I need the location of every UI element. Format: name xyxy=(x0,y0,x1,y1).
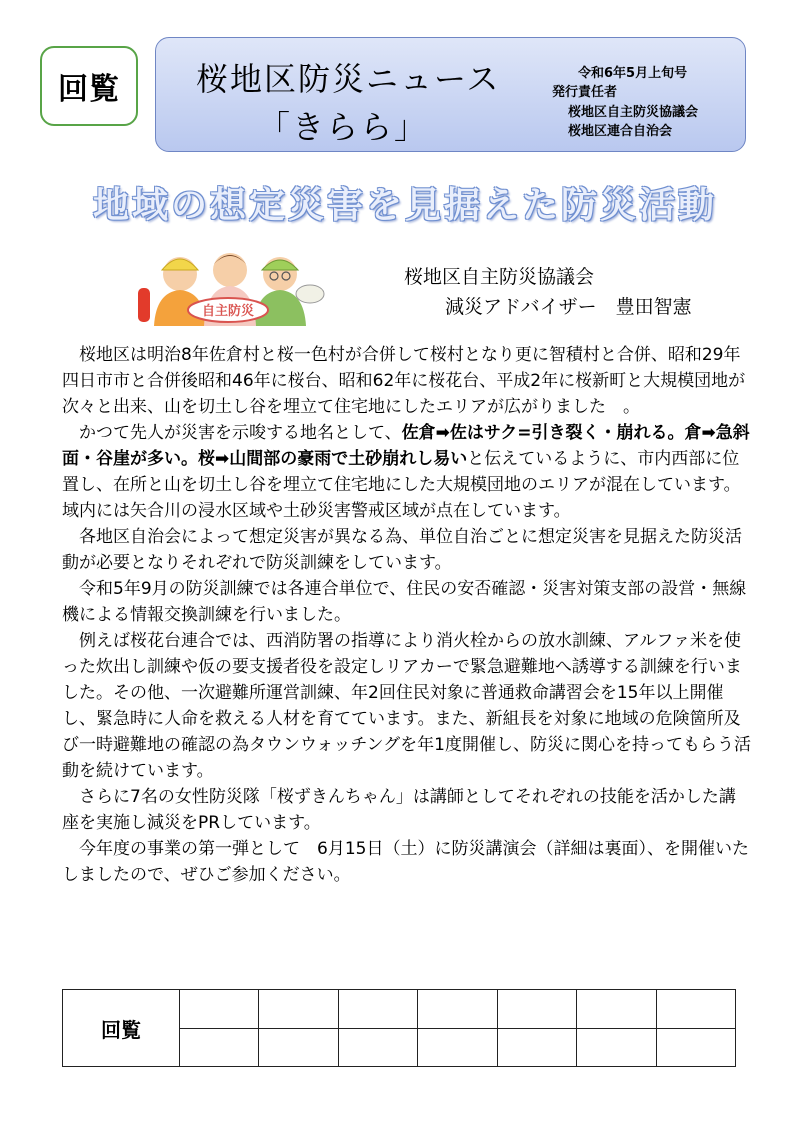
newsletter-subtitle: 「きらら」 xyxy=(258,108,429,146)
fire-extinguisher-icon xyxy=(138,288,150,322)
paragraph-place-names xyxy=(62,420,752,524)
helmet-left-icon xyxy=(162,259,198,270)
stamp-cell[interactable] xyxy=(180,990,259,1029)
paragraph-local-hazards: 各地区自治会によって想定災害が異なる為、単位自治ごとに想定災害を見据えた防災活動が必要となりそれぞれで防災訓練をしています。 xyxy=(62,527,742,573)
circulation-stamp-table xyxy=(62,989,736,1067)
stamp-cell[interactable] xyxy=(418,990,497,1029)
stamp-cell[interactable] xyxy=(180,1028,259,1067)
paragraph-drill-2023: 令和5年9月の防災訓練では各連合単位で、住民の安否確認・災害対策支部の設営・無線機による情報交換訓練を行いました。 xyxy=(62,579,747,625)
stamp-cell[interactable] xyxy=(577,1028,656,1067)
publisher-label: 発行責任者 xyxy=(552,85,618,100)
paragraph-lecture-notice: 今年度の事業の第一弾として 6月15日（土）に防災講演会（詳細は裏面）、を開催いたしましたので、ぜひご参加ください。 xyxy=(62,839,749,885)
cap-right-icon xyxy=(262,260,298,270)
stamp-cell[interactable] xyxy=(497,990,576,1029)
disaster-team-illustration xyxy=(128,240,328,326)
author-organization: 桜地区自主防災協議会 xyxy=(404,266,595,288)
article-headline: 地域の想定災害を見据えた防災活動 xyxy=(92,185,717,226)
paragraph-history: 桜地区は明治8年佐倉村と桜一色村が合併して桜村となり更に智積村と合併、昭和29年四日市市と合併後昭和46年に桜台、昭和62年に桜花台、平成2年に桜新町と大規模団地が次々と出来、山を切土し谷を埋立て住宅地にしたエリアが広がりました 。 xyxy=(62,345,746,417)
badge-text: 自主防災 xyxy=(201,304,255,319)
publisher-org-1: 桜地区自主防災協議会 xyxy=(568,105,699,120)
stamp-cell[interactable] xyxy=(577,990,656,1029)
stamp-cell[interactable] xyxy=(656,990,735,1029)
stamp-cell[interactable] xyxy=(259,990,338,1029)
paragraph-ohkadai-example: 例えば桜花台連合では、西消防署の指導により消火栓からの放水訓練、アルファ米を使った炊出し訓練や仮の要支援者役を設定しリアカーで緊急避難地へ誘導する訓練を行いました。その他、一次避難所運営訓練、年2回住民対象に普通救命講習会を15年以上開催し、緊急時に人命を救える人材を育てています。また、新組長を対象に地域の危険箇所及び一時避難地の確認の為タウンウォッチングを年1度開催し、防災に関心を持ってもらう活動を続けています。 xyxy=(62,631,751,781)
stamp-cell[interactable] xyxy=(338,1028,417,1067)
paragraph-women-team: さらに7名の女性防災隊「桜ずきんちゃん」は講師としてそれぞれの技能を活かした講座を実施し減災をPRしています。 xyxy=(62,787,736,833)
issue-date: 令和6年5月上旬号 xyxy=(578,66,688,81)
article-body xyxy=(62,342,752,888)
stamp-cell[interactable] xyxy=(418,1028,497,1067)
paragraph-place-names-rest: と伝えているように、市内西部に位置し、在所と山を切土し谷を埋立て住宅地にした大規模団地のエリアが混在しています。域内には矢合川の浸水区域や土砂災害警戒区域が点在しています。 xyxy=(62,449,741,521)
paragraph-place-names-emphasis: 佐倉➡佐はサク=引き裂く・崩れる。倉➡急斜面・谷崖が多い。桜➡山間部の豪雨で土砂崩れし易い xyxy=(62,423,750,469)
megaphone-icon xyxy=(296,285,324,303)
stamp-cell[interactable] xyxy=(656,1028,735,1067)
newsletter-title: 桜地区防災ニュース xyxy=(196,60,501,98)
publisher-org-2: 桜地区連合自治会 xyxy=(568,124,673,139)
stamp-cell[interactable] xyxy=(338,990,417,1029)
stamp-cell[interactable] xyxy=(259,1028,338,1067)
paragraph-place-names-intro: かつて先人が災害を示唆する地名として、 xyxy=(79,423,402,443)
person-face-center xyxy=(213,253,247,287)
stamp-cell[interactable] xyxy=(497,1028,576,1067)
circulation-badge: 回覧 xyxy=(40,46,138,126)
author-role-name: 減災アドバイザー 豊田智憲 xyxy=(445,296,692,318)
circulation-table-label: 回覧 xyxy=(63,990,180,1067)
